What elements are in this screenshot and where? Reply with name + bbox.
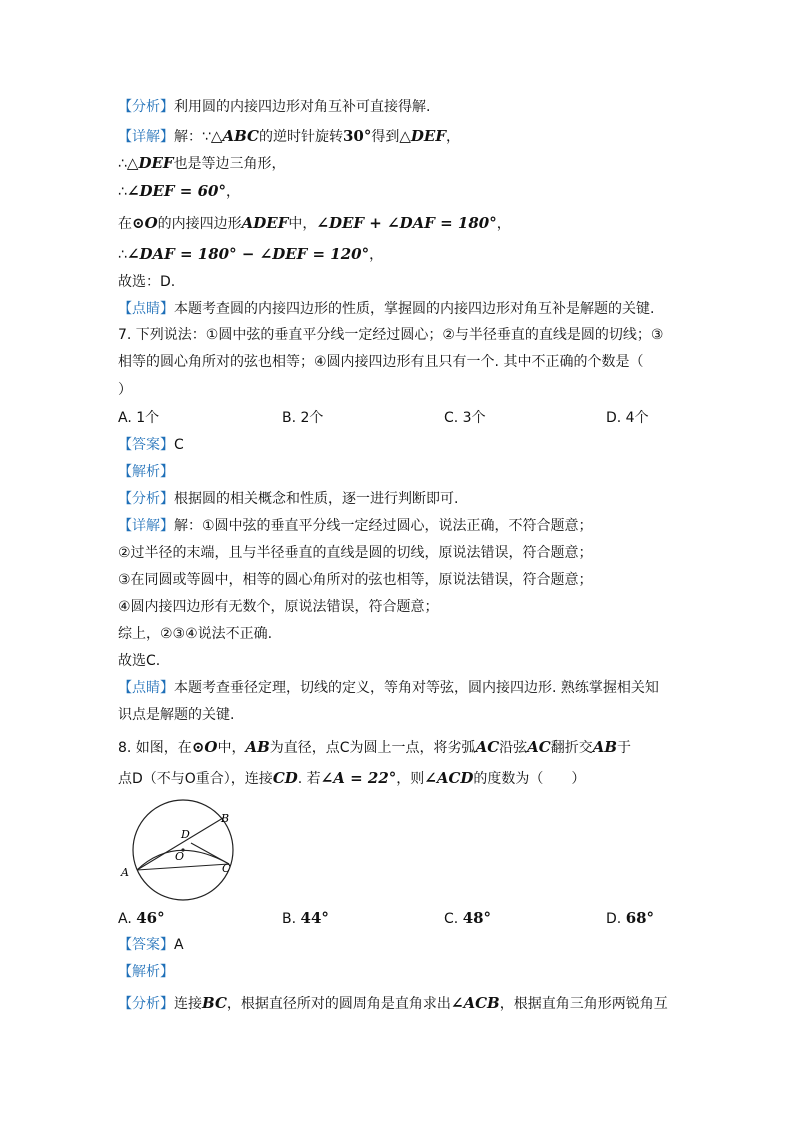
q8-option-d[interactable] <box>606 908 654 929</box>
math: △DEF <box>399 127 447 145</box>
answer-8 <box>118 935 184 955</box>
text: ，根据直角三角形两锐角互 <box>499 996 668 1012</box>
math: △DEF <box>126 154 174 172</box>
label-o: O <box>175 850 185 863</box>
tag-analysis: 【分析】 <box>118 491 174 507</box>
option-value: 44° <box>300 909 329 927</box>
detail-7-e: 综上，②③④说法不正确. <box>118 626 273 642</box>
text: 的内接四边形 <box>157 216 242 232</box>
q7-option-d[interactable]: D. 4个 <box>606 410 649 426</box>
text: ∴ <box>118 247 127 263</box>
math: ⊙O <box>132 214 158 232</box>
option-label: D. <box>606 911 622 927</box>
solution-8-tag <box>118 962 174 982</box>
option-value: 46° <box>136 909 165 927</box>
option-value: 48° <box>462 909 492 927</box>
tag-answer: 【答案】 <box>118 437 174 453</box>
text: ， <box>369 247 384 263</box>
line-3 <box>118 153 286 174</box>
tag-comment: 【点睛】 <box>118 301 174 317</box>
text: ， <box>225 184 240 200</box>
text: ∴ <box>118 156 127 172</box>
text: 本题考查垂径定理，切线的定义，等角对等弦，圆内接四边形. 熟练掌握相关知 <box>174 680 659 696</box>
line-6 <box>118 244 383 265</box>
question-7-line-1: 7. 下列说法：①圆中弦的垂直平分线一定经过圆心；②与半径垂直的直线是圆的切线；③ <box>118 327 664 343</box>
math: ⊙O <box>191 738 218 756</box>
text: 沿弦 <box>499 740 528 756</box>
question-8-line-2 <box>118 768 585 789</box>
math: ∠DAF = 180° − ∠DEF = 120° <box>126 245 370 263</box>
segment-cd <box>191 843 229 864</box>
option-label: B. <box>282 911 297 927</box>
q8-option-a[interactable] <box>118 908 165 929</box>
comment-7 <box>118 678 659 698</box>
math: ∠DEF + ∠DAF = 180° <box>316 214 497 232</box>
text: 中， <box>217 740 246 756</box>
text: ∴ <box>118 184 127 200</box>
option-label: A. <box>118 911 132 927</box>
tag-answer: 【答案】 <box>118 937 174 953</box>
q7-option-b[interactable]: B. 2个 <box>282 410 324 426</box>
detail-7-d: ④圆内接四边形有无数个，原说法错误，符合题意； <box>118 599 439 615</box>
answer-7 <box>118 435 184 455</box>
text: . 若 <box>297 771 321 787</box>
text: 为直径，点C为圆上一点，将劣弧 <box>269 740 476 756</box>
math: BC <box>202 994 227 1012</box>
math: ∠A = 22° <box>320 769 397 787</box>
circle-figure <box>115 798 255 908</box>
text: 8. 如图，在 <box>118 740 192 756</box>
tag-detail: 【详解】 <box>118 518 174 534</box>
label-a: A <box>121 866 129 879</box>
text: 点D（不与O重合），连接 <box>118 771 273 787</box>
line-analysis-1 <box>118 97 430 117</box>
text: 的度数为（ ） <box>473 771 586 787</box>
detail-7-b: ②过半径的末端，且与半径垂直的直线是圆的切线，原说法错误，符合题意； <box>118 545 593 561</box>
q8-option-c[interactable] <box>444 908 491 929</box>
q7-option-c[interactable]: C. 3个 <box>444 410 486 426</box>
label-b: B <box>221 812 230 825</box>
math: ∠ACD <box>424 769 474 787</box>
tag-solution: 【解析】 <box>118 964 174 980</box>
option-label: C. <box>444 911 459 927</box>
tag-solution: 【解析】 <box>118 464 174 480</box>
option-value: 68° <box>625 909 655 927</box>
question-7-line-2: 相等的圆心角所对的弦也相等；④圆内接四边形有且只有一个. 其中不正确的个数是（ <box>118 354 644 370</box>
q8-option-b[interactable] <box>282 908 329 929</box>
label-d: D <box>181 828 190 841</box>
answer-value: A <box>174 937 184 953</box>
text: 解：∵ <box>174 129 211 145</box>
math: AC <box>475 738 500 756</box>
math: AB <box>245 738 270 756</box>
answer-value: C <box>174 437 184 453</box>
math: ∠DEF = 60° <box>126 182 226 200</box>
line-comment-1 <box>118 299 654 319</box>
text: 于 <box>617 740 632 756</box>
text: 得到 <box>371 129 400 145</box>
solution-7-tag <box>118 462 174 482</box>
question-7-line-3: ） <box>118 382 132 398</box>
line-7: 故选：D. <box>118 274 176 290</box>
text: 利用圆的内接四边形对角互补可直接得解. <box>174 99 431 115</box>
comment-7-b: 识点是解题的关键. <box>118 707 235 723</box>
text: 翻折交 <box>550 740 593 756</box>
label-c: C <box>222 862 231 875</box>
chord-ac <box>137 864 229 870</box>
math: AB <box>592 738 618 756</box>
line-4 <box>118 181 240 202</box>
text: 中， <box>288 216 317 232</box>
text: 连接 <box>174 996 202 1012</box>
analysis-7 <box>118 489 458 509</box>
detail-7-c: ③在同圆或等圆中，相等的圆心角所对的弦也相等，原说法错误，符合题意； <box>118 572 593 588</box>
tag-comment: 【点睛】 <box>118 680 174 696</box>
math: CD <box>272 769 298 787</box>
q7-option-a[interactable]: A. 1个 <box>118 410 160 426</box>
text: ，则 <box>396 771 425 787</box>
math: 30° <box>343 127 372 145</box>
math: ∠ACB <box>450 994 500 1012</box>
text: ，根据直径所对的圆周角是直角求出 <box>226 996 451 1012</box>
detail-7 <box>118 516 593 536</box>
question-8-line-1 <box>118 737 631 758</box>
text: 根据圆的相关概念和性质，逐一进行判断即可. <box>174 491 459 507</box>
detail-7-f: 故选C. <box>118 653 161 669</box>
analysis-8 <box>118 993 668 1014</box>
text: 的逆时针旋转 <box>259 129 343 145</box>
line-5 <box>118 213 511 234</box>
text: 也是等边三角形， <box>173 156 286 172</box>
text: 在 <box>118 216 132 232</box>
math: AC <box>527 738 551 756</box>
tag-analysis: 【分析】 <box>118 99 174 115</box>
math: △ABC <box>210 127 259 145</box>
tag-detail: 【详解】 <box>118 129 174 145</box>
line-detail-1 <box>118 126 460 147</box>
tag-analysis: 【分析】 <box>118 996 174 1012</box>
math: ADEF <box>241 214 289 232</box>
text: ， <box>446 129 461 145</box>
text: 解：①圆中弦的垂直平分线一定经过圆心，说法正确，不符合题意； <box>174 518 593 534</box>
text: ， <box>496 216 511 232</box>
text: 本题考查圆的内接四边形的性质，掌握圆的内接四边形对角互补是解题的关键. <box>174 301 655 317</box>
